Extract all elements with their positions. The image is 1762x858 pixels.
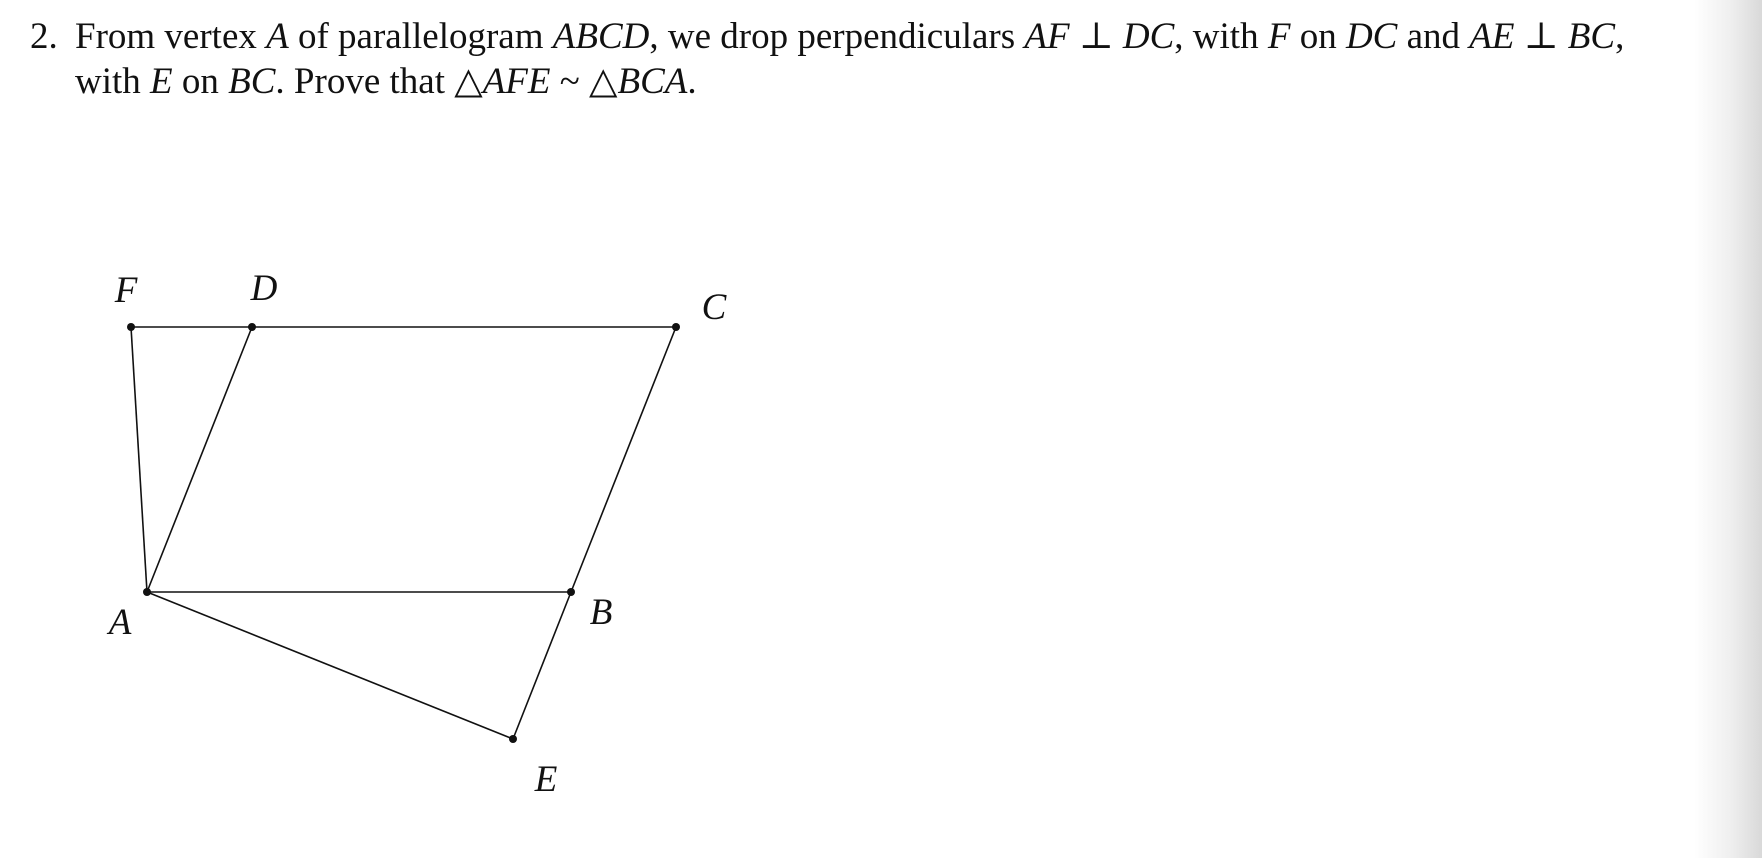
text-run: , with bbox=[1174, 16, 1268, 57]
text-run: ⊥ bbox=[1069, 16, 1123, 57]
text-run: DC bbox=[1345, 16, 1398, 57]
segment-ae bbox=[147, 592, 513, 739]
text-run: , we drop perpendiculars bbox=[649, 16, 1025, 57]
text-run: ~ △ bbox=[550, 61, 618, 102]
vertex-label-f: F bbox=[114, 270, 138, 311]
vertex-label-a: A bbox=[108, 602, 132, 643]
text-run: of parallelogram bbox=[288, 16, 553, 57]
text-run: , bbox=[1615, 16, 1625, 57]
vertex-label-c: C bbox=[701, 287, 727, 328]
vertex-label-b: B bbox=[589, 592, 613, 633]
text-run: on bbox=[1290, 16, 1346, 57]
text-run: BC bbox=[228, 61, 276, 102]
text-run: AFE bbox=[482, 61, 551, 102]
problem-number: 2. bbox=[30, 16, 58, 57]
vertex-b bbox=[567, 588, 575, 596]
text-run: . bbox=[687, 61, 697, 102]
text-run: ⊥ bbox=[1514, 16, 1568, 57]
segment-ad bbox=[147, 327, 252, 592]
figure-segments bbox=[131, 327, 676, 739]
text-run: DC bbox=[1122, 16, 1175, 57]
segment-fa bbox=[131, 327, 147, 592]
text-run: . Prove that △ bbox=[275, 61, 483, 102]
figure-points bbox=[127, 323, 680, 743]
vertex-c bbox=[672, 323, 680, 331]
vertex-f bbox=[127, 323, 135, 331]
text-run: with bbox=[75, 61, 151, 102]
text-run: and bbox=[1397, 16, 1470, 57]
text-run: on bbox=[172, 61, 229, 102]
text-run: BC bbox=[1567, 16, 1616, 57]
text-run: AF bbox=[1024, 16, 1070, 57]
text-run: From vertex bbox=[75, 16, 267, 57]
vertex-a bbox=[143, 588, 151, 596]
figure-labels bbox=[106, 268, 728, 800]
text-run: ABCD bbox=[552, 16, 650, 57]
text-run: A bbox=[266, 16, 289, 57]
segment-be bbox=[513, 592, 571, 739]
text-run: E bbox=[150, 61, 173, 102]
vertex-d bbox=[248, 323, 256, 331]
text-run: BCA bbox=[617, 61, 688, 102]
vertex-label-e: E bbox=[534, 759, 558, 800]
vertex-e bbox=[509, 735, 517, 743]
segment-cb bbox=[571, 327, 676, 592]
text-run: F bbox=[1267, 16, 1291, 57]
text-run: AE bbox=[1469, 16, 1515, 57]
vertex-label-d: D bbox=[250, 268, 278, 309]
